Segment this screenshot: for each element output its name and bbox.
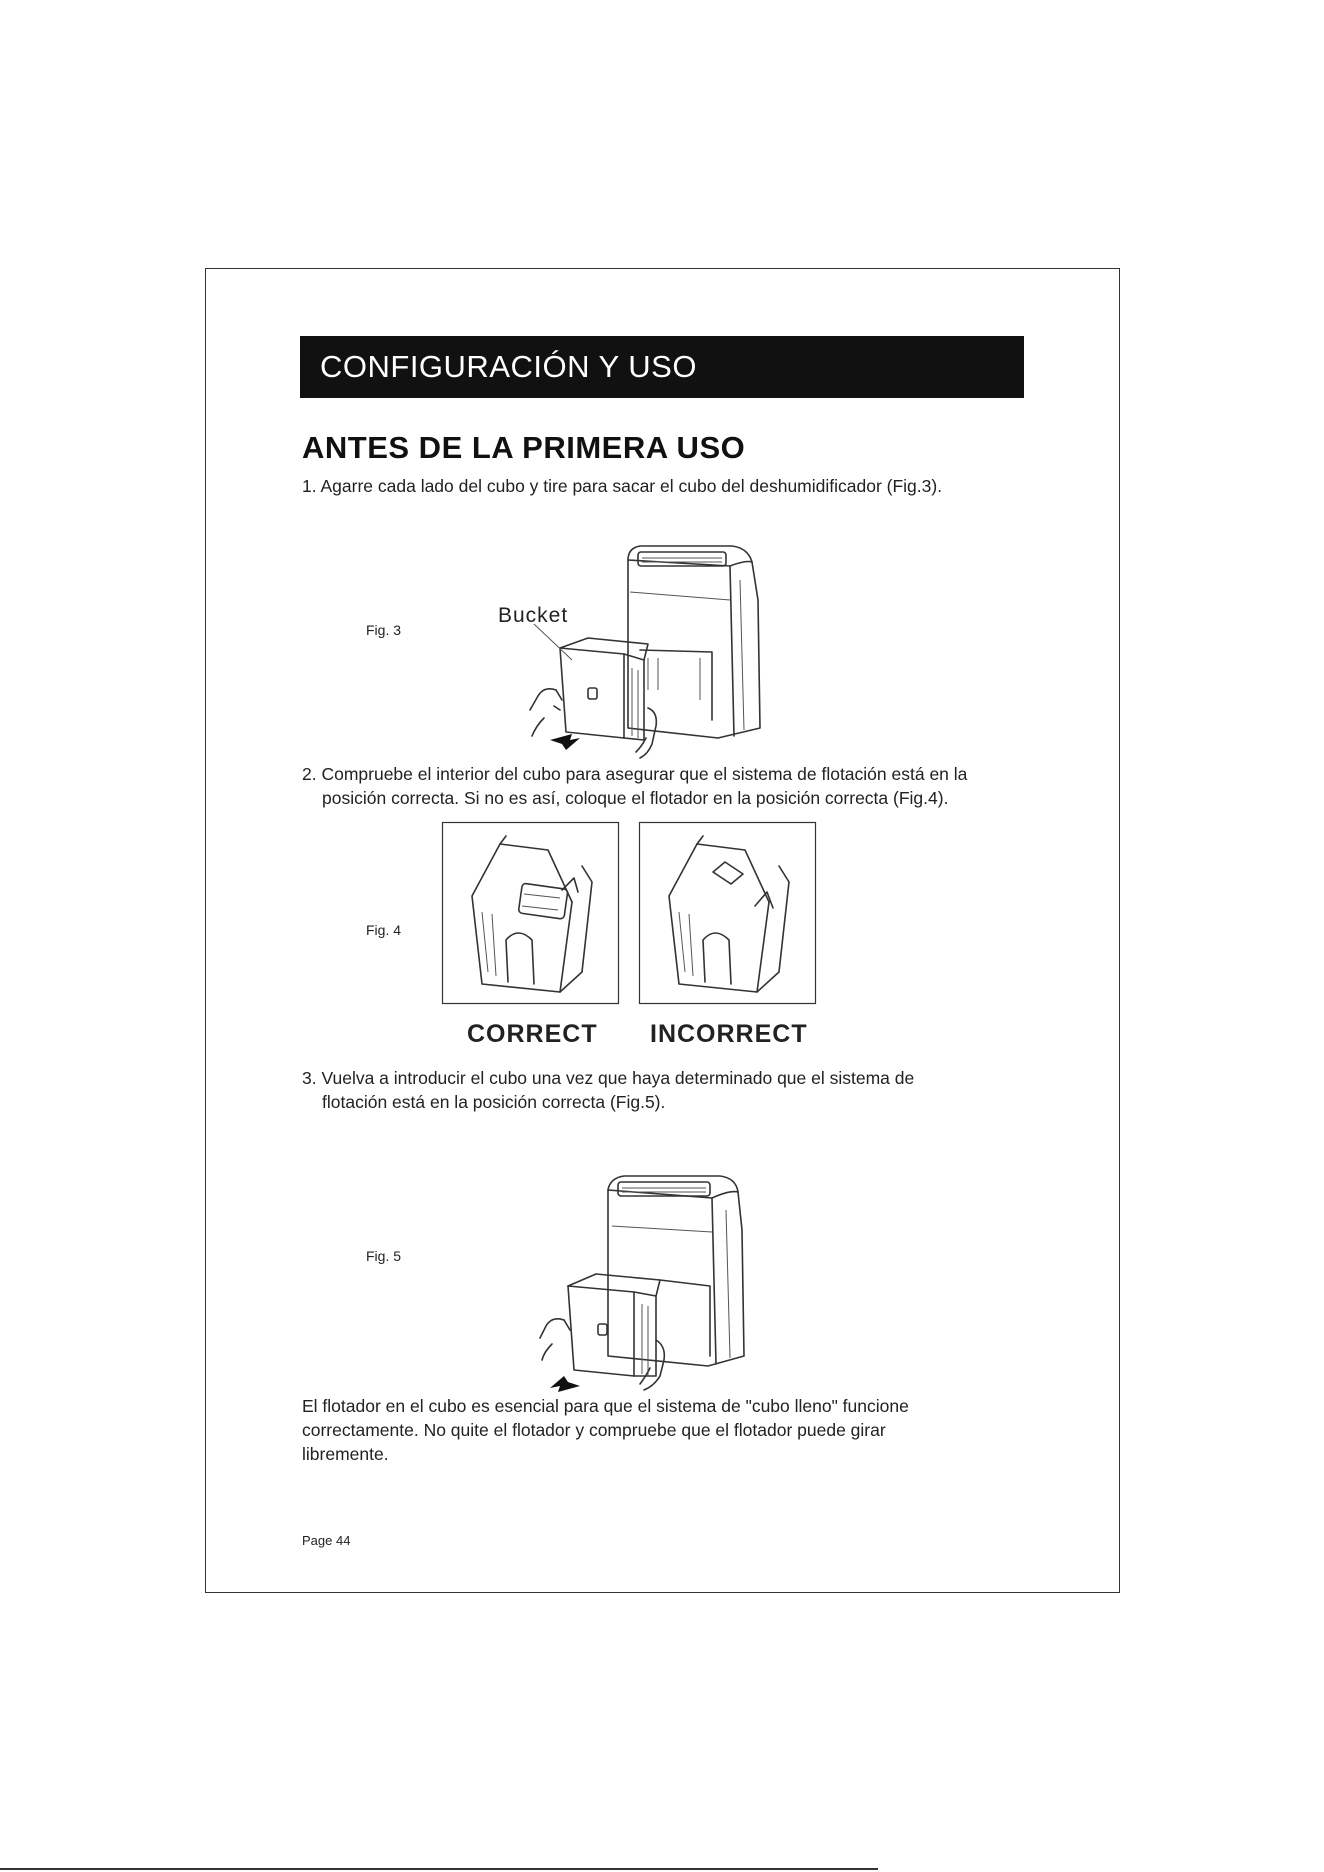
step-2-line-2: posición correcta. Si no es así, coloque el flotador en la posición correcta (Fig.4).: [322, 788, 949, 808]
step-3-line-1: 3. Vuelva a introducir el cubo una vez que haya determinado que el sistema de: [302, 1068, 915, 1088]
float-note: [302, 1394, 909, 1466]
fig5-illustration: [540, 1170, 780, 1395]
fig3-label: Fig. 3: [366, 622, 402, 638]
bucket-callout: Bucket: [498, 604, 569, 627]
subsection-title: ANTES DE LA PRIMERA USO: [302, 430, 746, 465]
note-line-1: El flotador en el cubo es esencial para que el sistema de "cubo lleno" funcione: [302, 1396, 909, 1416]
fig4-correct-panel: [442, 822, 619, 1004]
section-title: CONFIGURACIÓN Y USO: [300, 336, 1024, 398]
note-line-3: libremente.: [302, 1444, 389, 1464]
note-line-2: correctamente. No quite el flotador y compruebe que el flotador puede girar: [302, 1420, 886, 1440]
step-2: [302, 762, 967, 810]
fig4-incorrect-panel: [639, 822, 816, 1004]
fig4-label: Fig. 4: [366, 922, 402, 938]
fig3-illustration: [540, 540, 780, 765]
page-number: Page 44: [302, 1533, 351, 1548]
step-1: 1. Agarre cada lado del cubo y tire para sacar el cubo del deshumidificador (Fig.3).: [302, 476, 943, 496]
step-3-line-2: flotación está en la posición correcta (Fig.5).: [322, 1092, 666, 1112]
step-3: [302, 1066, 914, 1114]
incorrect-caption: INCORRECT: [650, 1020, 808, 1048]
bottom-rule: [0, 1868, 878, 1870]
fig5-label: Fig. 5: [366, 1248, 402, 1264]
correct-caption: CORRECT: [467, 1020, 598, 1048]
step-2-line-1: 2. Compruebe el interior del cubo para asegurar que el sistema de flotación está en la: [302, 764, 968, 784]
